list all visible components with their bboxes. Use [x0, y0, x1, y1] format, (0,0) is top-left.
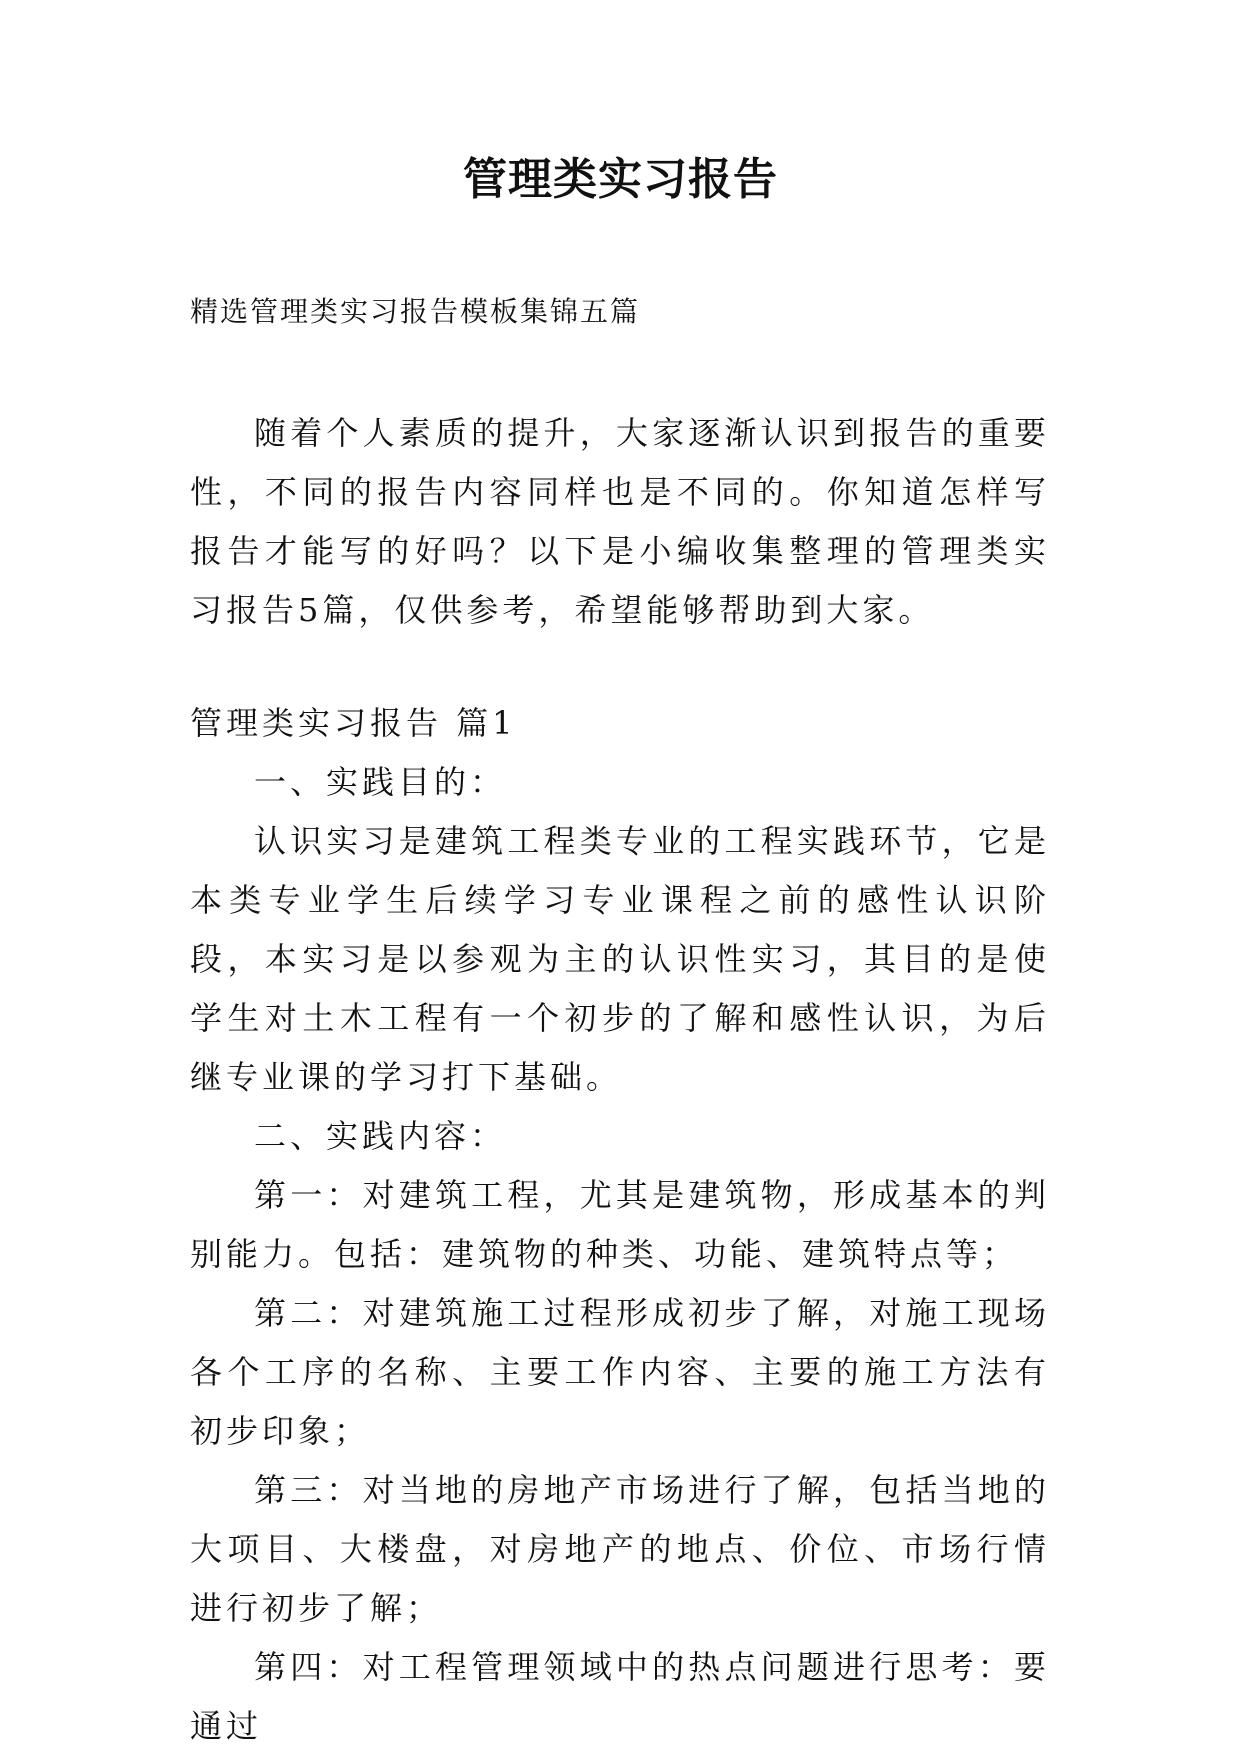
- paragraph-content-heading: 二、实践内容：: [254, 1117, 507, 1155]
- paragraph-purpose-heading: 一、实践目的：: [254, 763, 507, 801]
- paragraph-purpose: 认识实习是建筑工程类专业的工程实践环节，它是本类专业学生后续学习专业课程之前的感性认识阶段，本实习是以参观为主的认识性实习，其目的是使学生对土木工程有一个初步的了解和感性认识，为后继专业课的学习打下基础。: [190, 822, 1050, 1096]
- intro-paragraph: 随着个人素质的提升，大家逐渐认识到报告的重要性，不同的报告内容同样也是不同的。你知道怎样写报告才能写的好吗？以下是小编收集整理的管理类实习报告5篇，仅供参考，希望能够帮助到大家。: [190, 414, 1050, 629]
- document-subtitle: 精选管理类实习报告模板集锦五篇: [190, 295, 641, 328]
- paragraph-first: 第一：对建筑工程，尤其是建筑物，形成基本的判别能力。包括：建筑物的种类、功能、建筑特点等；: [190, 1176, 1050, 1273]
- paragraph-third: 第三：对当地的房地产市场进行了解，包括当地的大项目、大楼盘，对房地产的地点、价位、市场行情进行初步了解；: [190, 1471, 1050, 1627]
- section-heading: 管理类实习报告 篇1: [190, 704, 517, 742]
- intro-block: [190, 404, 1050, 640]
- paragraph-fourth: 第四：对工程管理领域中的热点问题进行思考：要通过: [190, 1648, 1050, 1745]
- paragraph-second: 第二：对建筑施工过程形成初步了解，对施工现场各个工序的名称、主要工作内容、主要的施工方法有初步印象；: [190, 1294, 1050, 1450]
- document-title: 管理类实习报告: [463, 154, 778, 205]
- section-block: [190, 694, 1050, 1756]
